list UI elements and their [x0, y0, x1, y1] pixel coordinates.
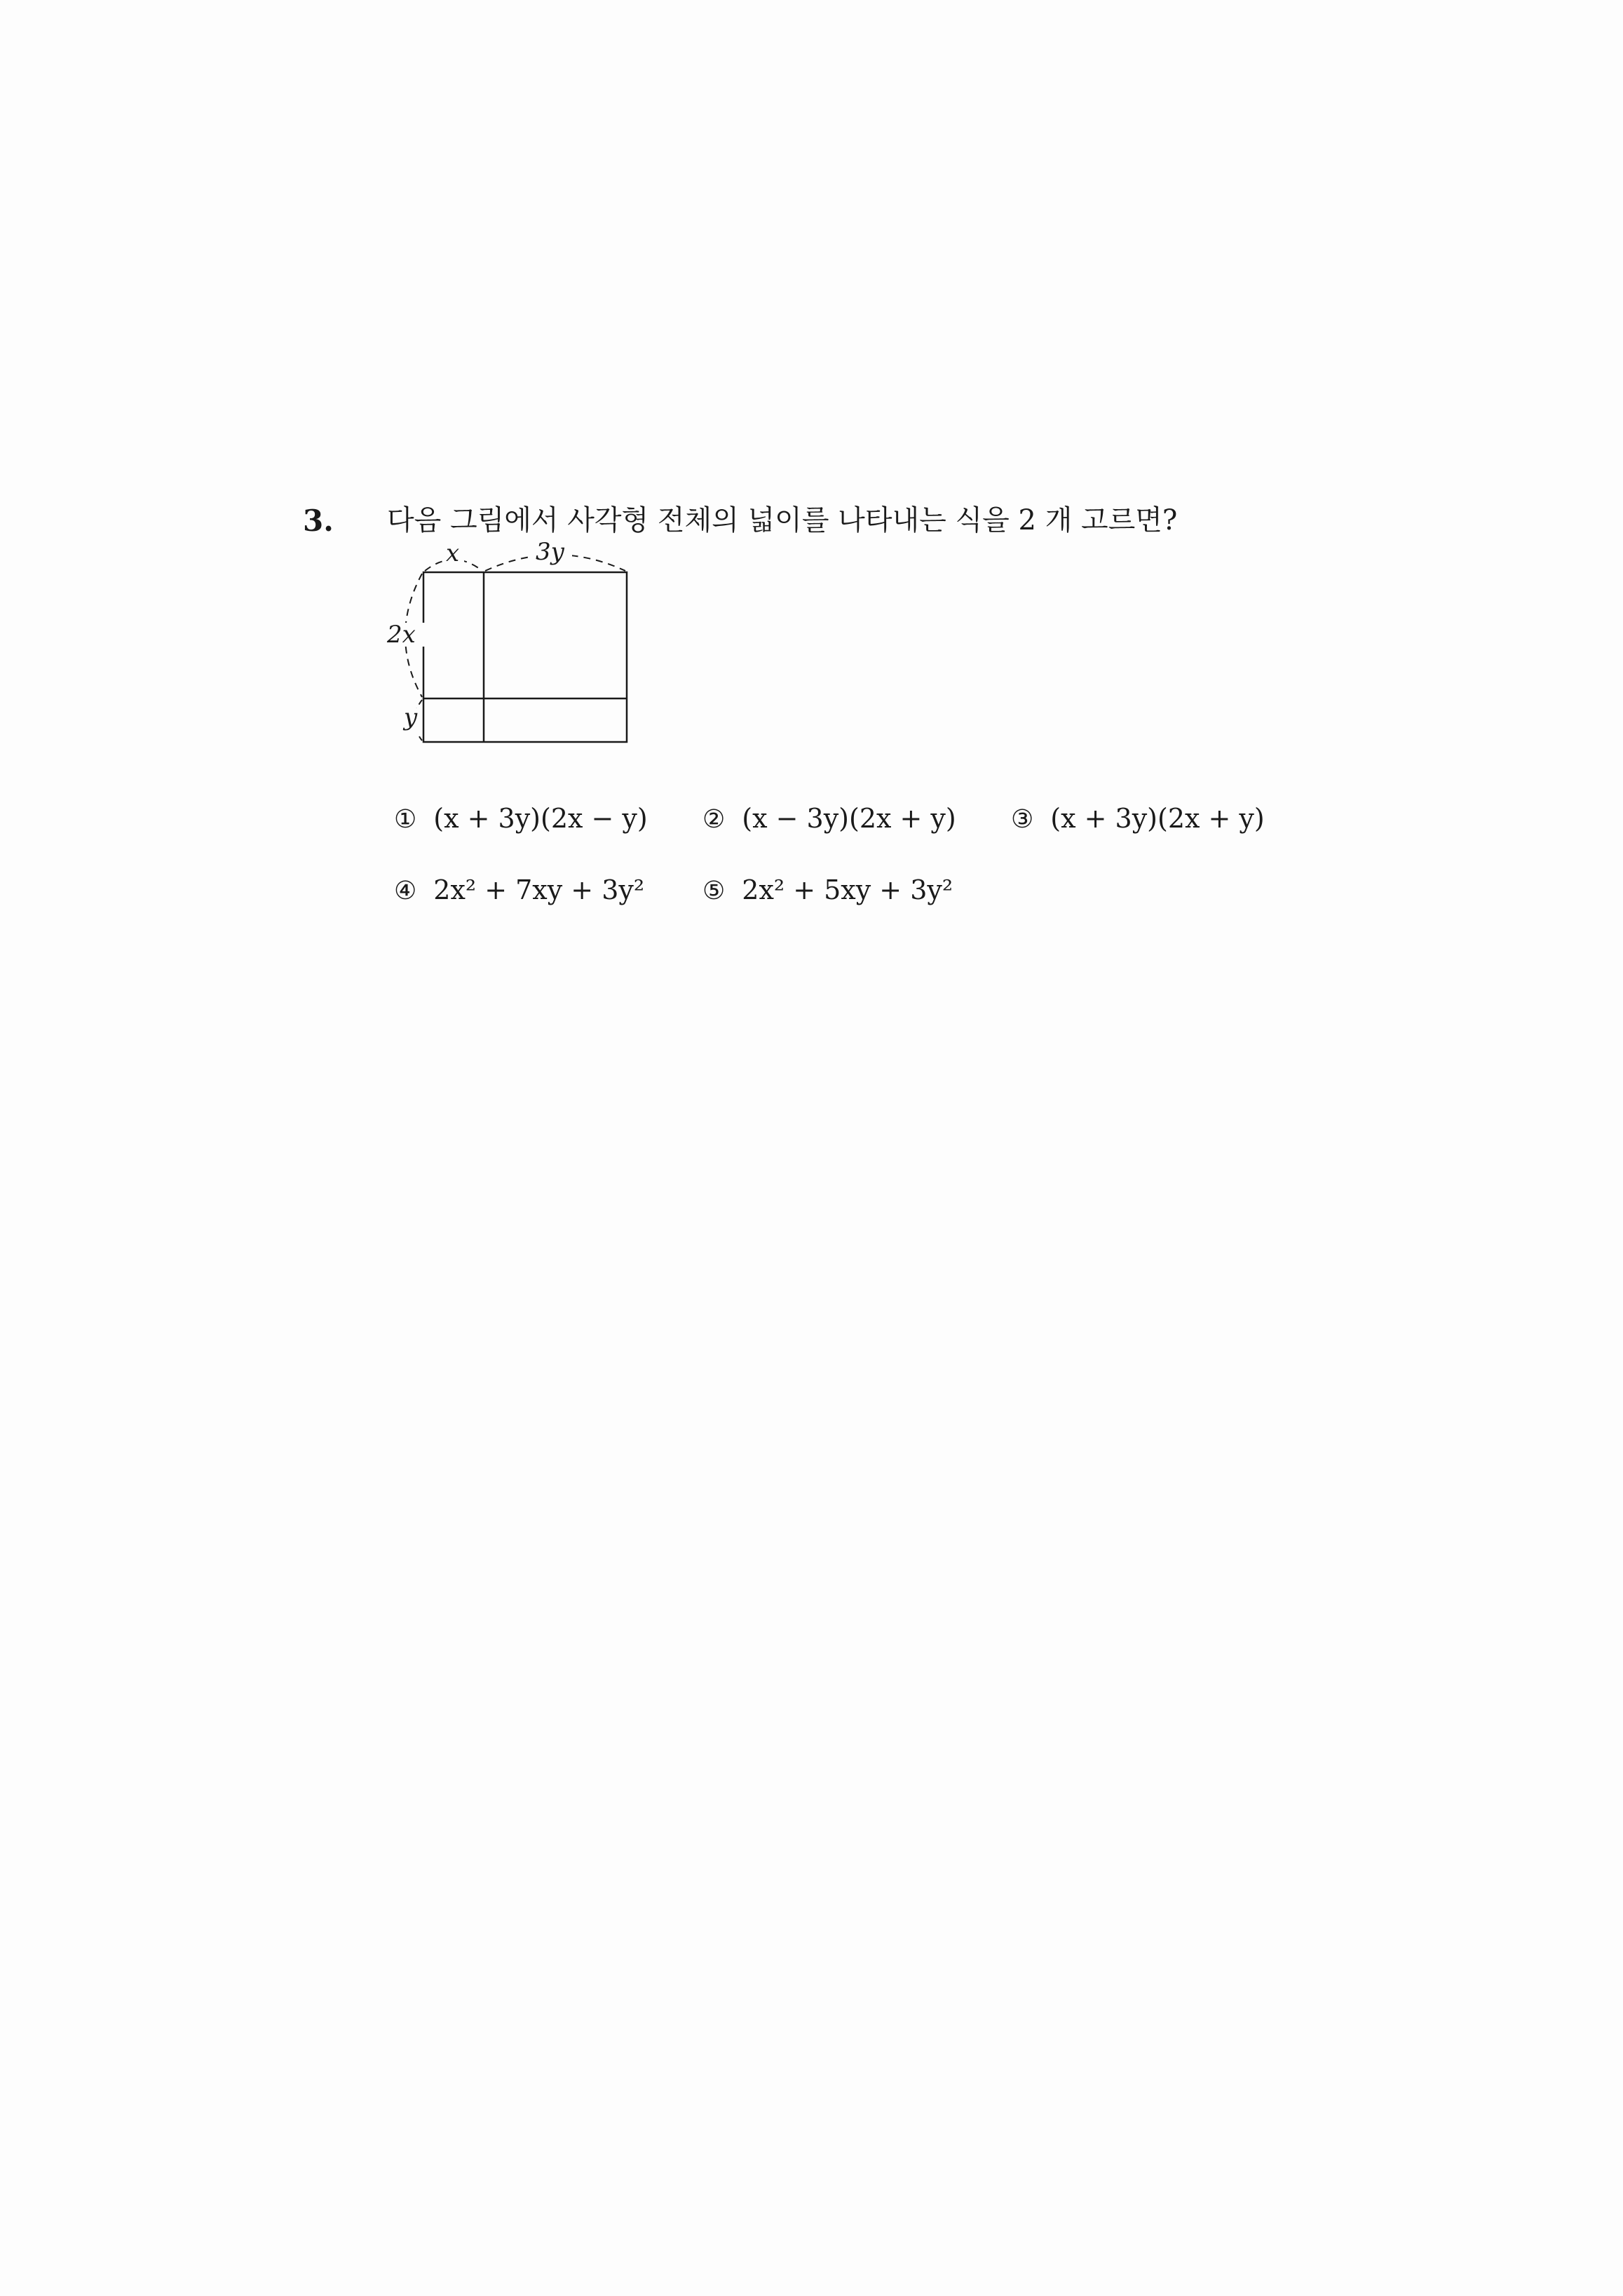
outer-rectangle	[423, 572, 627, 742]
rectangle-diagram	[365, 533, 645, 757]
label-left-bottom: y	[404, 703, 418, 731]
choice-5-expression: 2x² + 5xy + 3y²	[742, 874, 953, 905]
choice-3-expression: (x + 3y)(2x + y)	[1050, 803, 1265, 834]
label-top-right: 3y	[536, 538, 564, 566]
choice-3-number: ③	[1011, 805, 1034, 834]
choice-4[interactable]	[394, 874, 645, 905]
choice-1-expression: (x + 3y)(2x − y)	[433, 803, 648, 834]
label-left-top: 2x	[387, 621, 416, 649]
label-top-left: x	[446, 539, 460, 567]
choice-5[interactable]	[702, 874, 953, 905]
choice-4-number: ④	[394, 877, 417, 905]
question-text: 다음 그림에서 사각형 전체의 넓이를 나타내는 식을 2 개 고르면?	[387, 504, 1178, 536]
question-number: 3.	[303, 504, 334, 538]
choice-3[interactable]	[1011, 805, 1265, 832]
choice-5-number: ⑤	[702, 877, 726, 905]
choice-2-number: ②	[702, 805, 726, 834]
rectangle-figure	[365, 533, 645, 757]
choice-4-expression: 2x² + 7xy + 3y²	[433, 874, 645, 905]
choice-2[interactable]	[702, 805, 956, 832]
choice-1-number: ①	[394, 805, 417, 834]
choice-2-expression: (x − 3y)(2x + y)	[742, 803, 956, 834]
choice-1[interactable]	[394, 805, 648, 832]
